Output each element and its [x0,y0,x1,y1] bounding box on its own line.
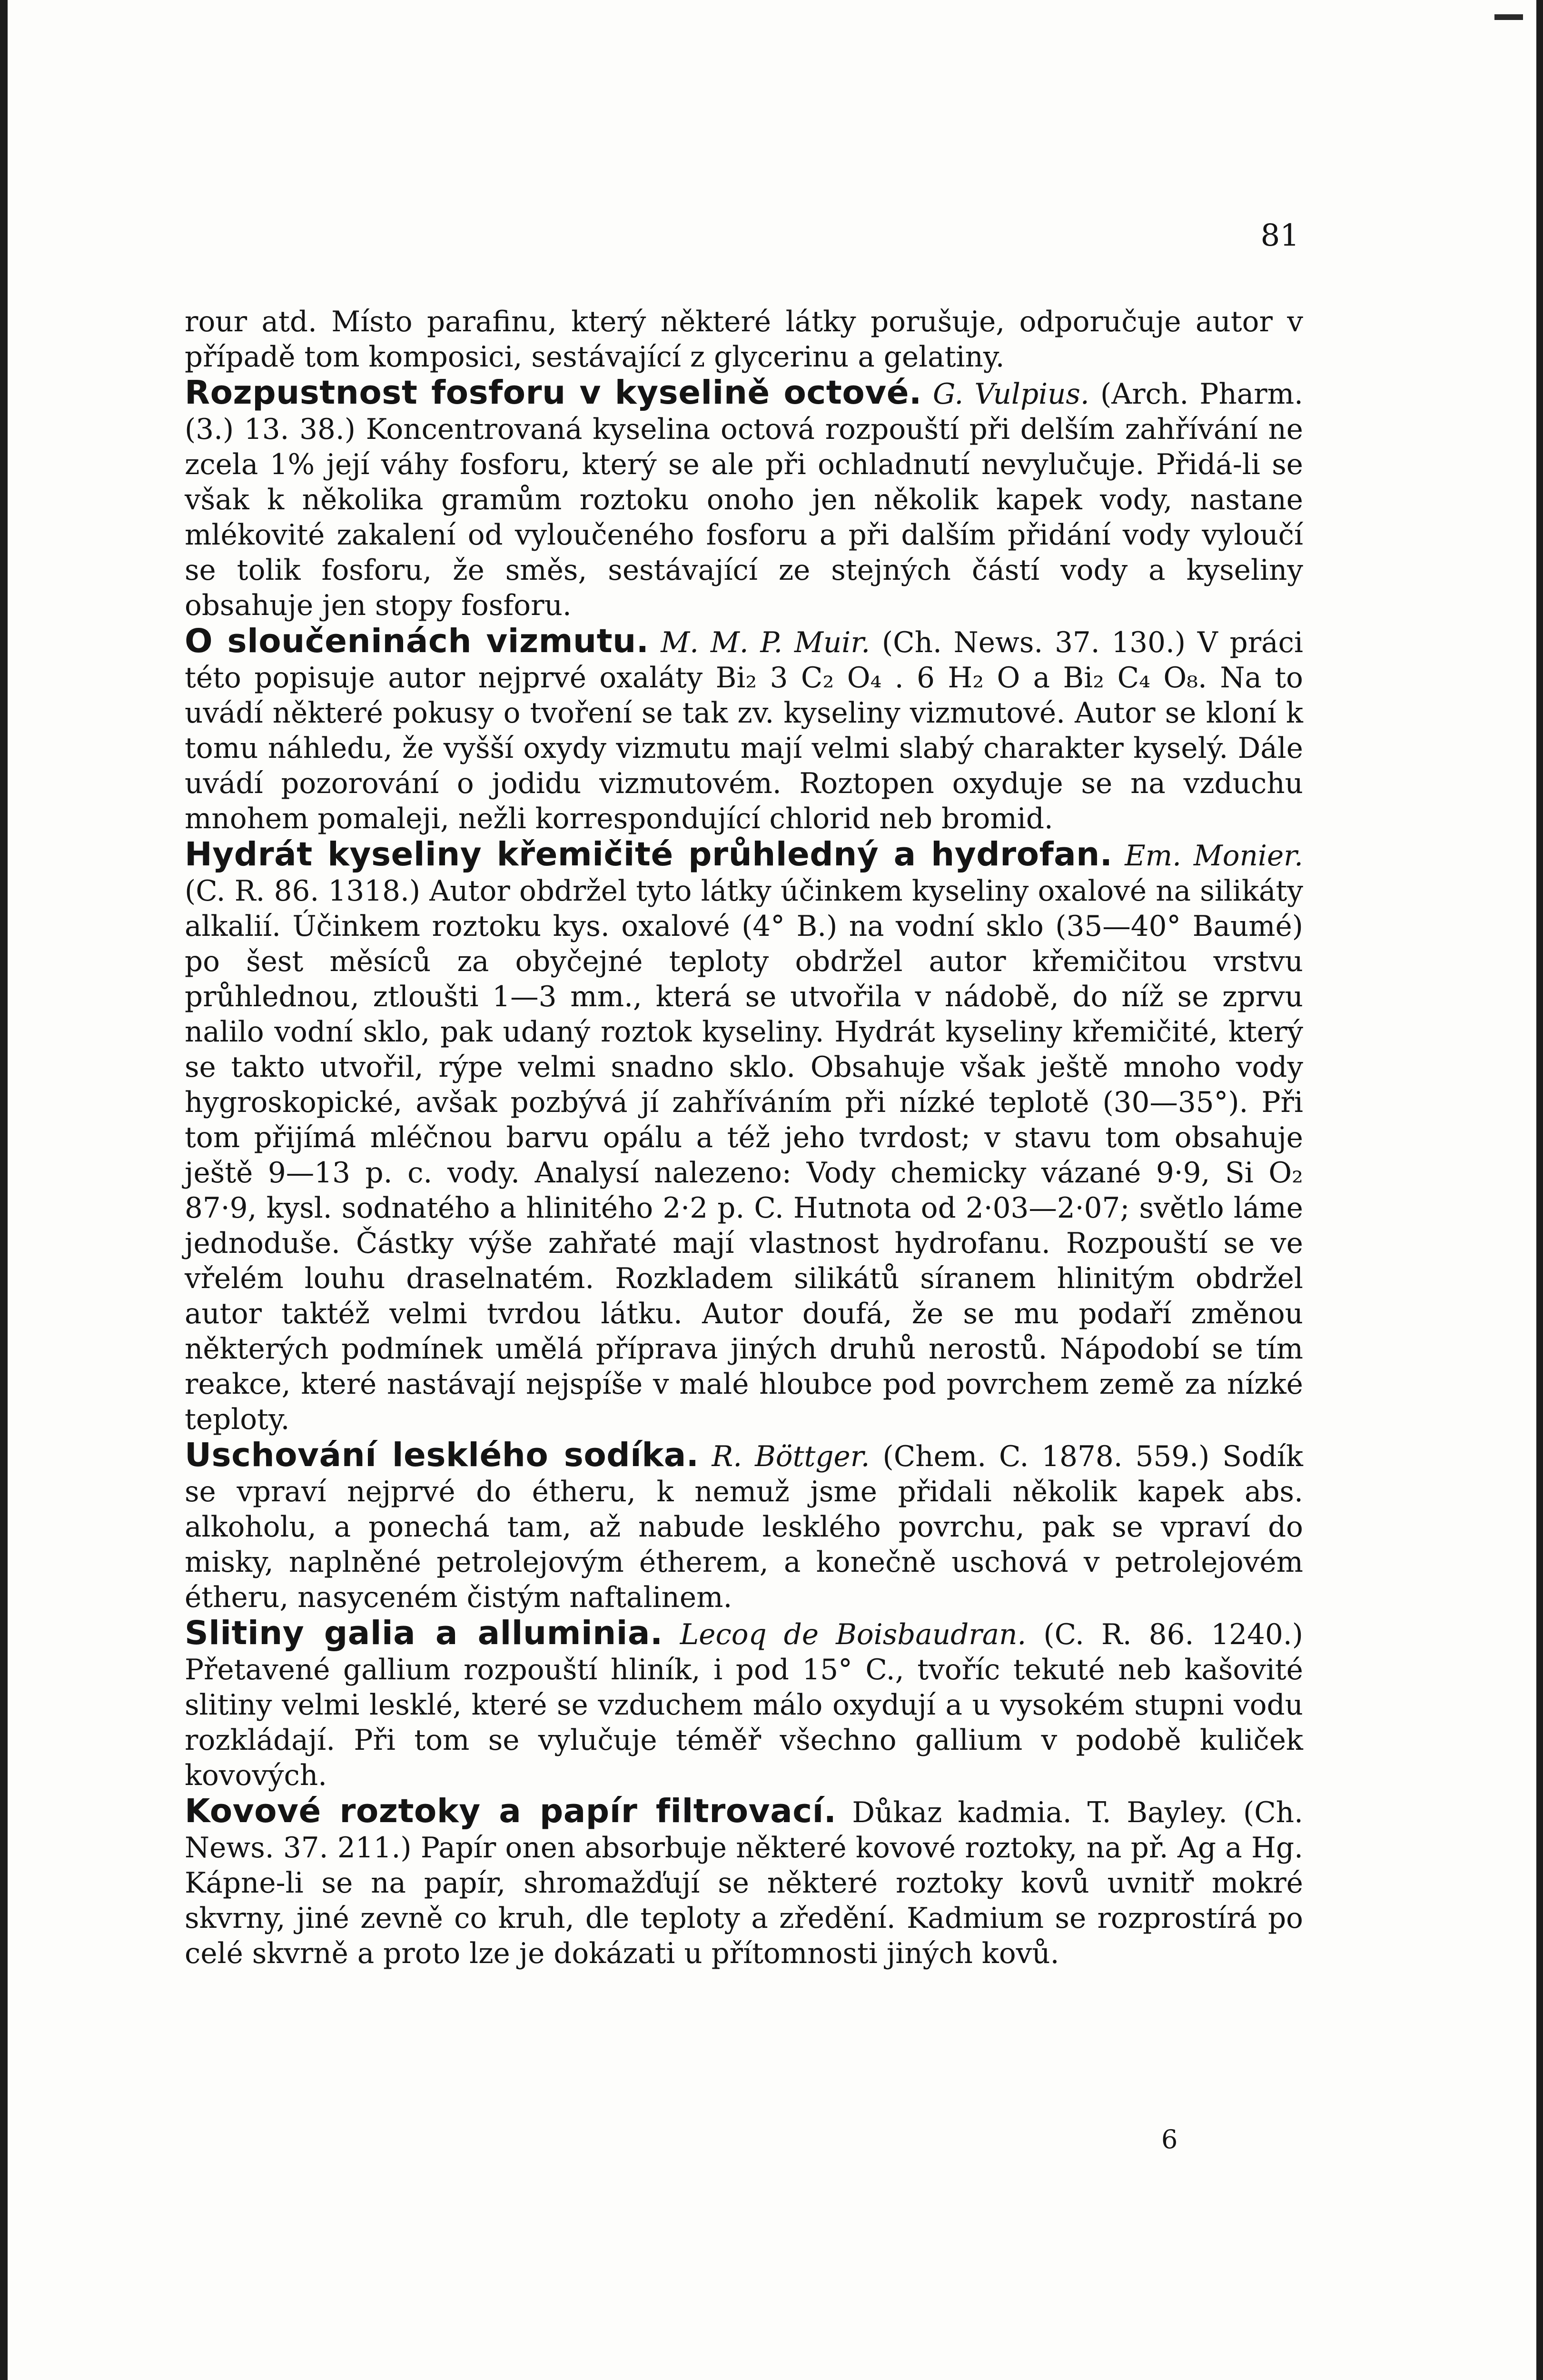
section-body: Důkaz kadmia. T. Bayley. (Ch. News. 37. 211.) Papír onen absorbuje některé kovové roztoky, na př. Ag a Hg. Kápne-li se na papír, shromažďují se některé roztoky kovů uvnitř mokré skvrny, jiné zevně co kruh, dle teploty a zředění. Kadmium se rozprostírá po celé skvrně a proto lze je dokázati u přítomnosti jiných kovů. [185,1796,1303,1970]
page-number: 81 [1260,218,1299,253]
section-heading: Kovové roztoky a papír filtrovací. [185,1792,837,1830]
section-body: (C. R. 86. 1240.) Přetavené gallium rozpouští hliník, i pod 15° C., tvoříc tekuté neb kašovité slitiny velmi lesklé, které se vzduchem málo oxydují a u vysokém stupni vodu rozkládají. Při tom se vylučuje téměř všechno gallium v podobě kuliček kovových. [185,1618,1303,1792]
text-block [185,305,1303,1972]
section-author: Em. Monier. [1125,840,1303,873]
section-body: (Chem. C. 1878. 559.) Sodík se vpraví nejprvé do étheru, k nemuž jsme přidali několik kapek abs. alkoholu, a ponechá tam, až nabude lesklého povrchu, pak se vpraví do misky, naplněné petrolejovým étherem, a konečně uschová v petrolejovém étheru, nasyceném čistým naftalinem. [185,1440,1303,1614]
section-sodium [185,1438,1303,1616]
section-body: rour atd. Místo parafinu, který některé látky porušuje, odporučuje autor v případě tom komposici, sestávající z glycerinu a gelatiny. [185,306,1303,374]
section-silica [185,837,1303,1438]
section-author: M. M. P. Muir. [661,626,870,659]
scan-edge-left [0,0,8,2380]
scan-edge-right [1536,0,1543,2380]
section-body: (Ch. News. 37. 130.) V práci této popisuje autor nejprvé oxaláty Bi₂ 3 C₂ O₄ . 6 H₂ O a Bi₂ C₄ O₈. Na to uvádí některé pokusy o tvoření se tak zv. kyseliny vizmutové. Autor se kloní k tomu náhledu, že vyšší oxydy vizmutu mají velmi slabý charakter kyselý. Dále uvádí pozorování o jodidu vizmutovém. Roztopen oxyduje se na vzduchu mnohem pomaleji, nežli korrespondující chlorid neb bromid. [185,626,1303,835]
section-gallium [185,1616,1303,1794]
section-author: G. Vulpius. [932,378,1089,411]
section-filter-paper [185,1794,1303,1972]
section-phosphorus [185,375,1303,624]
section-body: (Arch. Pharm. (3.) 13. 38.) Koncentrovaná kyselina octová rozpouští při delším zahřívání ne zcela 1% její váhy fosforu, který se ale při ochladnutí nevylučuje. Přidá-li se však k několika gramům roztoku onoho jen několik kapek vody, nastane mlékovité zakalení od vyloučeného fosforu a při dalším přidání vody vyloučí se tolik fosforu, že směs, sestávající ze stejných částí vody a kyseliny obsahuje jen stopy fosforu. [185,378,1304,622]
section-heading: Uschování lesklého sodíka. [185,1436,699,1474]
section-heading: Hydrát kyseliny křemičité průhledný a hydrofan. [185,835,1113,873]
scan-edge-mark [1494,14,1523,20]
section-continuation [185,305,1303,375]
section-bismuth [185,624,1303,837]
section-author: Lecoq de Boisbaudran. [680,1618,1027,1651]
section-body: (C. R. 86. 1318.) Autor obdržel tyto látky účinkem kyseliny oxalové na silikáty alkalií. Účinkem roztoku kys. oxalové (4° B.) na vodní sklo (35—40° Baumé) po šest měsíců za obyčejné teploty obdržel autor křemičitou vrstvu průhlednou, ztloušti 1—3 mm., která se utvořila v nádobě, do níž se zprvu nalilo vodní sklo, pak udaný roztok kyseliny. Hydrát kyseliny křemičité, který se takto utvořil, rýpe velmi snadno sklo. Obsahuje však ještě mnoho vody hygroskopické, avšak pozbývá jí zahříváním při nízké teplotě (30—35°). Při tom přijímá mléčnou barvu opálu a též jeho tvrdost; v stavu tom obsahuje ještě 9—13 p. c. vody. Analysí nalezeno: Vody chemicky vázané 9·9, Si O₂ 87·9, kysl. sodnatého a hlinitého 2·2 p. C. Hutnota od 2·03—2·07; světlo láme jednoduše. Částky výše zahřaté mají vlastnost hydrofanu. Rozpouští se ve vřelém louhu draselnatém. Rozkladem silikátů síranem hlinitým obdržel autor taktéž velmi tvrdou látku. Autor doufá, že se mu podaří změnou některých podmínek umělá příprava jiných druhů nerostů. Nápodobí se tím reakce, které nastávají nejspíše v malé hloubce pod povrchem země za nízké teploty. [185,875,1303,1436]
section-author: R. Böttger. [712,1440,870,1473]
section-heading: Rozpustnost fosforu v kyselině octové. [185,374,922,412]
section-heading: O sloučeninách vizmutu. [185,622,649,660]
section-heading: Slitiny galia a alluminia. [185,1614,663,1652]
signature-mark: 6 [1161,2124,1178,2154]
